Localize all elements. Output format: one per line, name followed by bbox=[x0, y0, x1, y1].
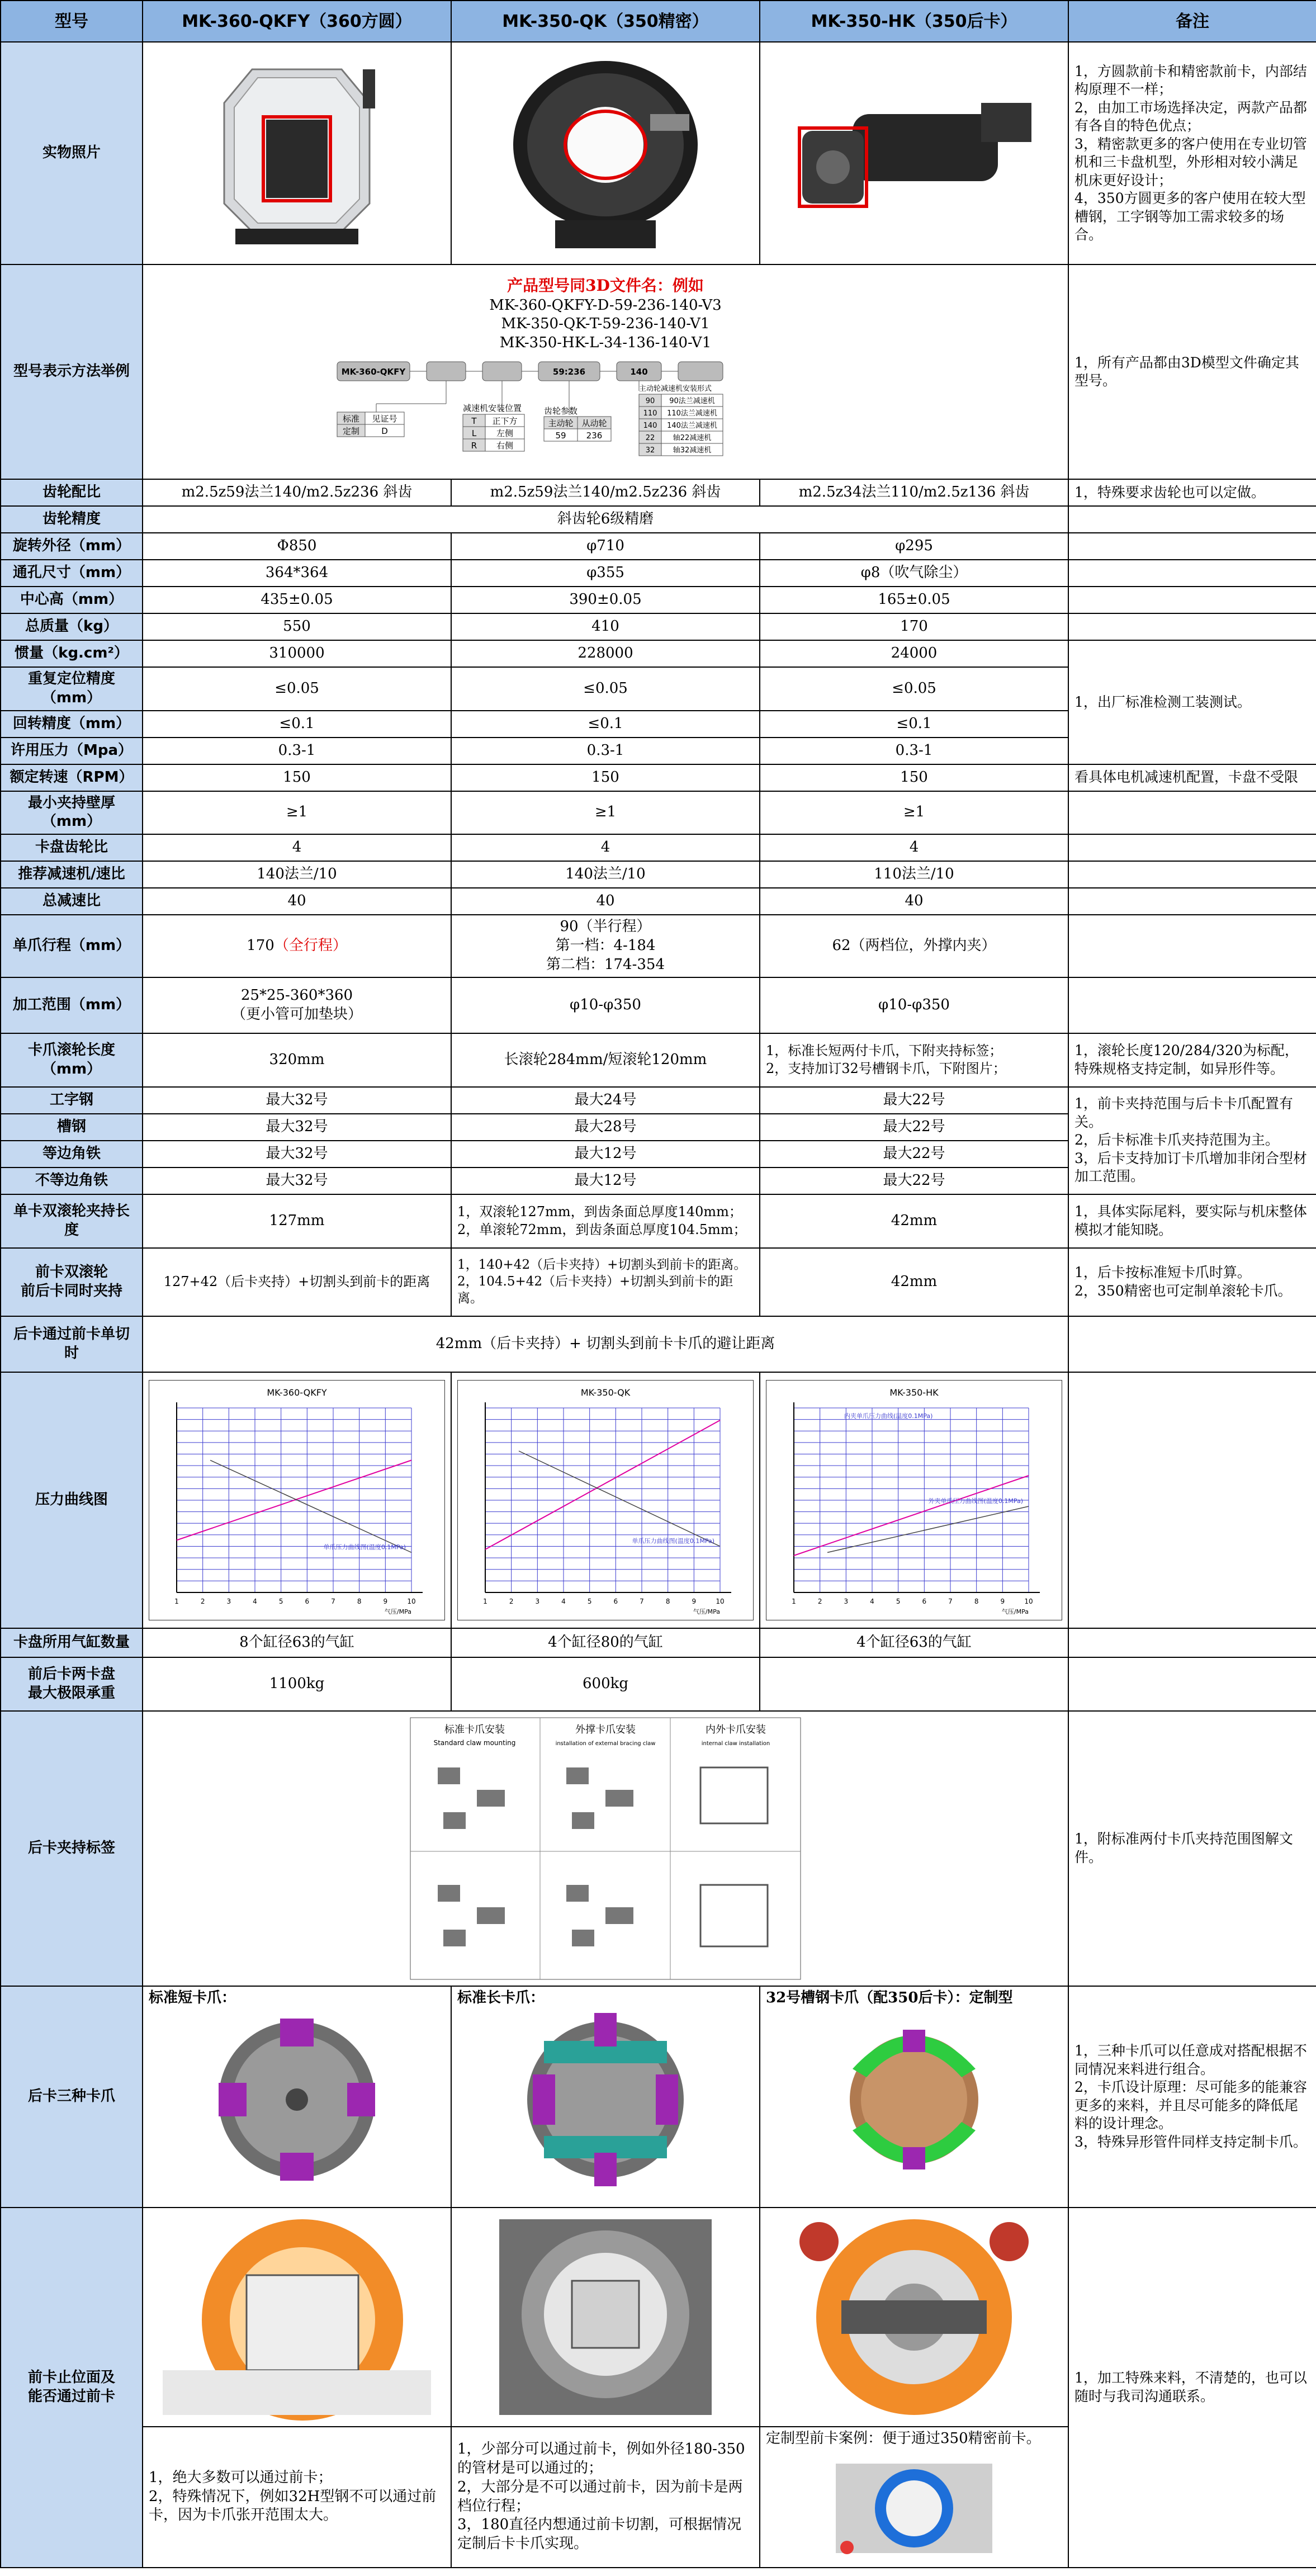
value-cell: 最大22号 bbox=[760, 1141, 1068, 1168]
tick-label: 7 bbox=[948, 1597, 953, 1605]
value-cell: ≥1 bbox=[760, 791, 1068, 835]
value-cell: 8个缸径63的气缸 bbox=[143, 1628, 451, 1657]
row-label-pressure: 许用压力（Mpa） bbox=[1, 738, 143, 764]
diagram-motor-name: 110法兰减速机 bbox=[667, 409, 717, 418]
header-col2: MK-350-QK（350精密） bbox=[451, 1, 760, 42]
value-cell: m2.5z34法兰110/m2.5z136 斜齿 bbox=[760, 479, 1068, 506]
value-cell: ≥1 bbox=[451, 791, 760, 835]
short-jaw-image bbox=[213, 2007, 381, 2192]
row-label-center: 中心高（mm） bbox=[1, 587, 143, 613]
chuck-350-image bbox=[505, 53, 706, 254]
diagram-motor-name: 轴32减速机 bbox=[673, 446, 712, 455]
photo-mk360 bbox=[143, 42, 451, 264]
channel-jaw-image bbox=[830, 2007, 998, 2192]
tick-label: 4 bbox=[253, 1597, 257, 1605]
value-cell: 150 bbox=[143, 764, 451, 791]
empty-note bbox=[1068, 1316, 1316, 1372]
stop-image-cell bbox=[760, 2208, 1068, 2427]
tick-label: 9 bbox=[383, 1597, 388, 1605]
stroke-value: 170 bbox=[247, 937, 274, 954]
row-label-total-ratio: 总减速比 bbox=[1, 888, 143, 915]
diagram-gear-col: 从动轮 bbox=[581, 418, 607, 428]
diagram-gear-title: 齿轮参数 bbox=[544, 405, 578, 416]
value-cell: 40 bbox=[143, 888, 451, 915]
value-cell: φ10-φ350 bbox=[760, 977, 1068, 1033]
diagram-gear-val: 236 bbox=[586, 430, 603, 441]
value-cell: 斜齿轮6级精磨 bbox=[143, 506, 1068, 533]
value-cell: 24000 bbox=[760, 640, 1068, 667]
row-label-channel: 槽钢 bbox=[1, 1114, 143, 1141]
tick-label: 4 bbox=[870, 1597, 874, 1605]
value-cell: 1100kg bbox=[143, 1657, 451, 1711]
photo-mk350qk bbox=[451, 42, 760, 264]
empty-note bbox=[1068, 533, 1316, 560]
empty-note bbox=[1068, 915, 1316, 977]
empty-note bbox=[1068, 861, 1316, 888]
row-label-runout: 回转精度（mm） bbox=[1, 711, 143, 738]
legend-text: 内夹单爪压力曲线(温度0.1MPa) bbox=[844, 1412, 933, 1420]
diagram-install-code: L bbox=[471, 428, 477, 438]
custom-front-chuck-image bbox=[825, 2452, 1003, 2559]
tick-label: 6 bbox=[305, 1597, 310, 1605]
value-cell: 127+42（后卡夹持）+切割头到前卡的距离 bbox=[143, 1248, 451, 1316]
value-cell: 4个缸径63的气缸 bbox=[760, 1628, 1068, 1657]
value-cell: 最大32号 bbox=[143, 1087, 451, 1114]
row-label-speed: 额定转速（RPM） bbox=[1, 764, 143, 791]
value-cell: ≤0.05 bbox=[143, 667, 451, 711]
row-label-max-load: 前后卡两卡盘 最大极限承重 bbox=[1, 1657, 143, 1711]
stop-image-cell bbox=[143, 2208, 451, 2427]
legend-text: 外夹单爪压力曲线图(温度0.1MPa) bbox=[928, 1497, 1023, 1505]
diagram-install-code: R bbox=[471, 440, 477, 451]
note-front-rear: 1，后卡按标准短卡爪时算。 2，350精密也可定制单滚轮卡爪。 bbox=[1068, 1248, 1316, 1316]
row-label-three-jaws: 后卡三种卡爪 bbox=[1, 1986, 143, 2208]
value-cell: 最大22号 bbox=[760, 1087, 1068, 1114]
value-cell: ≥1 bbox=[143, 791, 451, 835]
row-label-model-example: 型号表示方法举例 bbox=[1, 264, 143, 479]
tick-label: 4 bbox=[561, 1597, 566, 1605]
row-label-reducer: 推荐减速机/速比 bbox=[1, 861, 143, 888]
tick-label: 1 bbox=[483, 1597, 487, 1605]
note-model-example: 1，所有产品都由3D模型文件确定其型号。 bbox=[1068, 264, 1316, 479]
x-unit: 气压/MPa bbox=[384, 1608, 411, 1615]
value-cell: 25*25-360*360 （更小管可加垫块） bbox=[143, 977, 451, 1033]
pressure-chart-350hk bbox=[766, 1380, 1062, 1620]
row-label-uneqangle: 不等边角铁 bbox=[1, 1168, 143, 1194]
empty-note bbox=[1068, 1372, 1316, 1628]
tick-label: 3 bbox=[226, 1597, 231, 1605]
tick-label: 9 bbox=[1000, 1597, 1005, 1605]
value-cell: ≤0.05 bbox=[451, 667, 760, 711]
value-cell: 最大32号 bbox=[143, 1141, 451, 1168]
row-label-double-roller: 单卡双滚轮夹持长度 bbox=[1, 1194, 143, 1248]
row-label-bore: 通孔尺寸（mm） bbox=[1, 560, 143, 587]
row-label-rear-cut: 后卡通过前卡单切时 bbox=[1, 1316, 143, 1372]
value-cell: 170 bbox=[760, 613, 1068, 640]
row-label-repeat: 重复定位精度（mm） bbox=[1, 667, 143, 711]
jaw-caption: 标准短卡爪： bbox=[149, 1989, 236, 2006]
diagram-gear-col: 主动轮 bbox=[548, 418, 574, 428]
empty-note bbox=[1068, 977, 1316, 1033]
row-label-rear-label: 后卡夹持标签 bbox=[1, 1711, 143, 1986]
diagram-motor-code: 32 bbox=[645, 446, 655, 455]
value-cell: 最大24号 bbox=[451, 1087, 760, 1114]
row-label-min-wall: 最小夹持壁厚（mm） bbox=[1, 791, 143, 835]
empty-note bbox=[1068, 834, 1316, 861]
value-cell: 62（两档位，外撑内夹） bbox=[760, 915, 1068, 977]
curve-cell bbox=[451, 1372, 760, 1628]
value-cell: 4 bbox=[451, 834, 760, 861]
tick-label: 8 bbox=[665, 1597, 670, 1605]
model-code-diagram bbox=[326, 356, 885, 468]
rear-label-col: 内外卡爪安装 bbox=[706, 1723, 766, 1736]
diagram-install-name: 正下方 bbox=[492, 415, 518, 426]
note-gear-ratio: 1，特殊要求齿轮也可以定做。 bbox=[1068, 479, 1316, 506]
value-cell: 435±0.05 bbox=[143, 587, 451, 613]
pressure-chart-350qk bbox=[457, 1380, 754, 1620]
value-cell: 90（半行程） 第一档：4-184 第二档：174-354 bbox=[451, 915, 760, 977]
header-col3: MK-350-HK（350后卡） bbox=[760, 1, 1068, 42]
stop-case-text: 定制型前卡案例：便于通过350精密前卡。 bbox=[766, 2430, 1041, 2447]
diagram-gear-val: 59 bbox=[555, 430, 566, 441]
value-cell: 最大12号 bbox=[451, 1141, 760, 1168]
long-jaw-image bbox=[522, 2007, 689, 2192]
diagram-std-val: 见证号 bbox=[372, 413, 397, 424]
model-example-line: MK-350-QK-T-59-236-140-V1 bbox=[501, 315, 710, 333]
value-cell: m2.5z59法兰140/m2.5z236 斜齿 bbox=[451, 479, 760, 506]
diagram-install-title: 减速机安装位置 bbox=[463, 403, 522, 413]
curve-cell bbox=[760, 1372, 1068, 1628]
value-cell: 0.3-1 bbox=[760, 738, 1068, 764]
diagram-motor-code: 140 bbox=[643, 421, 657, 430]
value-cell: 1，标准长短两付卡爪，下附夹持标签； 2，支持加订32号槽钢卡爪，下附图片； bbox=[760, 1033, 1068, 1087]
diagram-motor-name: 90法兰减速机 bbox=[669, 396, 715, 405]
diagram-motor-code: 22 bbox=[645, 433, 655, 442]
value-cell: ≤0.1 bbox=[760, 711, 1068, 738]
chuck-360-image bbox=[213, 58, 381, 248]
diagram-speed: 140 bbox=[630, 366, 648, 377]
rear-label-sub: internal claw installation bbox=[701, 1740, 770, 1747]
tick-label: 10 bbox=[716, 1597, 725, 1605]
note-profile: 1，前卡夹持范围与后卡卡爪配置有关。 2，后卡标准卡爪夹持范围为主。 3，后卡支持加订卡爪增加非闭合型材加工范围。 bbox=[1068, 1087, 1316, 1194]
tick-label: 1 bbox=[792, 1597, 796, 1605]
value-cell: 40 bbox=[760, 888, 1068, 915]
tick-label: 10 bbox=[1024, 1597, 1033, 1605]
value-cell: m2.5z59法兰140/m2.5z236 斜齿 bbox=[143, 479, 451, 506]
chart-title: MK-350-QK bbox=[580, 1387, 631, 1398]
tick-label: 6 bbox=[613, 1597, 618, 1605]
tick-label: 8 bbox=[357, 1597, 362, 1605]
note-speed: 看具体电机减速机配置，卡盘不受限 bbox=[1068, 764, 1316, 791]
value-cell: Φ850 bbox=[143, 533, 451, 560]
value-cell: 42mm（后卡夹持）+ 切割头到前卡卡爪的避让距离 bbox=[143, 1316, 1068, 1372]
note-double-roller: 1，具体实际尾料，要实际与机床整体模拟才能知晓。 bbox=[1068, 1194, 1316, 1248]
value-cell: 0.3-1 bbox=[143, 738, 451, 764]
value-cell bbox=[760, 1657, 1068, 1711]
row-label-stop-position: 前卡止位面及 能否通过前卡 bbox=[1, 2208, 143, 2568]
row-label-cylinders: 卡盘所用气缸数量 bbox=[1, 1628, 143, 1657]
value-cell: 150 bbox=[760, 764, 1068, 791]
model-example-cell bbox=[143, 264, 1068, 479]
diagram-cust-val: D bbox=[381, 426, 388, 436]
diagram-motor-name: 轴22减速机 bbox=[673, 433, 712, 442]
stop-text: 1，少部分可以通过前卡，例如外径180-350的管材是可以通过的； 2，大部分是不可以通过前卡，因为前卡是两档位行程； 3，180直径内想通过前卡切割，可根据情况定制后卡卡爪实现。 bbox=[451, 2427, 760, 2568]
value-cell: 最大12号 bbox=[451, 1168, 760, 1194]
value-cell bbox=[143, 915, 451, 977]
value-cell: 最大32号 bbox=[143, 1114, 451, 1141]
value-cell: φ355 bbox=[451, 560, 760, 587]
stop-hk-image bbox=[785, 2214, 1043, 2421]
tick-label: 5 bbox=[278, 1597, 283, 1605]
value-cell: φ710 bbox=[451, 533, 760, 560]
row-label-ibeam: 工字钢 bbox=[1, 1087, 143, 1114]
note-three-jaws: 1，三种卡爪可以任意成对搭配根据不同情况来料进行组合。 2，卡爪设计原理：尽可能多的能兼容更多的来料，并且尽可能多的降低尾料的设计理念。 3，特殊异形管件同样支持定制卡爪。 bbox=[1068, 1986, 1316, 2208]
value-cell: ≤0.05 bbox=[760, 667, 1068, 711]
value-cell: 228000 bbox=[451, 640, 760, 667]
tick-label: 3 bbox=[844, 1597, 849, 1605]
value-cell: 550 bbox=[143, 613, 451, 640]
note-rear-label: 1，附标准两付卡爪夹持范围图解文件。 bbox=[1068, 1711, 1316, 1986]
tick-label: 8 bbox=[974, 1597, 979, 1605]
value-cell: 390±0.05 bbox=[451, 587, 760, 613]
tick-label: 3 bbox=[535, 1597, 540, 1605]
rear-label-col: 标准卡爪安装 bbox=[444, 1723, 505, 1736]
value-cell: 最大22号 bbox=[760, 1168, 1068, 1194]
row-label-front-rear: 前卡双滚轮 前后卡同时夹持 bbox=[1, 1248, 143, 1316]
jaw-cell bbox=[143, 1986, 451, 2208]
header-notes: 备注 bbox=[1068, 1, 1316, 42]
stop-360-image bbox=[152, 2214, 442, 2421]
header-model: 型号 bbox=[1, 1, 143, 42]
diagram-motor-title: 主动轮减速机安装形式 bbox=[639, 384, 712, 393]
row-label-stroke: 单爪行程（mm） bbox=[1, 915, 143, 977]
stop-350-image bbox=[488, 2214, 723, 2421]
legend-text: 单爪压力曲线图(温度0.1MPa) bbox=[323, 1543, 406, 1551]
tick-label: 2 bbox=[817, 1597, 822, 1605]
value-cell: 110法兰/10 bbox=[760, 861, 1068, 888]
row-label-rot-dia: 旋转外径（mm） bbox=[1, 533, 143, 560]
tick-label: 9 bbox=[692, 1597, 697, 1605]
stop-text: 1，绝大多数可以通过前卡； 2，特殊情况下，例如32H型钢不可以通过前卡，因为卡爪张开范围太大。 bbox=[143, 2427, 451, 2568]
jaw-cell bbox=[451, 1986, 760, 2208]
row-label-eqangle: 等边角铁 bbox=[1, 1141, 143, 1168]
empty-note bbox=[1068, 791, 1316, 835]
value-cell: 42mm bbox=[760, 1194, 1068, 1248]
tick-label: 5 bbox=[896, 1597, 901, 1605]
note-photo: 1，方圆款前卡和精密款前卡，内部结构原理不一样； 2，由加工市场选择决定，两款产品都有各自的特色优点； 3，精密款更多的客户使用在专业切管机和三卡盘机型，外形相对较小满足机床更好设计； 4，350方圆更多的客户使用在较大型槽钢，工字钢等加工需求较多的场合。 bbox=[1068, 42, 1316, 264]
value-cell: 150 bbox=[451, 764, 760, 791]
value-cell: 1，双滚轮127mm，到齿条面总厚度140mm； 2，单滚轮72mm，到齿条面总厚度104.5mm； bbox=[451, 1194, 760, 1248]
diagram-motor-code: 110 bbox=[643, 409, 657, 418]
value-cell: 4 bbox=[760, 834, 1068, 861]
value-cell: 310000 bbox=[143, 640, 451, 667]
value-cell: 4个缸径80的气缸 bbox=[451, 1628, 760, 1657]
diagram-motor-code: 90 bbox=[645, 396, 655, 405]
tick-label: 6 bbox=[922, 1597, 927, 1605]
empty-note bbox=[1068, 1628, 1316, 1657]
value-cell: 最大28号 bbox=[451, 1114, 760, 1141]
value-cell: 4 bbox=[143, 834, 451, 861]
empty-note bbox=[1068, 587, 1316, 613]
empty-note bbox=[1068, 560, 1316, 587]
rear-label-sheet bbox=[410, 1717, 801, 1980]
value-cell: φ295 bbox=[760, 533, 1068, 560]
tick-label: 5 bbox=[587, 1597, 592, 1605]
jaw-caption: 标准长卡爪： bbox=[457, 1989, 545, 2006]
value-cell: φ8（吹气除尘） bbox=[760, 560, 1068, 587]
value-cell: 165±0.05 bbox=[760, 587, 1068, 613]
note-roller: 1，滚轮长度120/284/320为标配，特殊规格支持定制，如异形件等。 bbox=[1068, 1033, 1316, 1087]
curve-cell bbox=[143, 1372, 451, 1628]
value-cell: 长滚轮284mm/短滚轮120mm bbox=[451, 1033, 760, 1087]
value-cell: 140法兰/10 bbox=[451, 861, 760, 888]
row-label-gear-precision: 齿轮精度 bbox=[1, 506, 143, 533]
rear-label-sub: Standard claw mounting bbox=[433, 1738, 516, 1747]
x-unit: 气压/MPa bbox=[1001, 1608, 1029, 1615]
row-label-pressure-curve: 压力曲线图 bbox=[1, 1372, 143, 1628]
photo-mk350hk bbox=[760, 42, 1068, 264]
row-label-gear-ratio2: 卡盘齿轮比 bbox=[1, 834, 143, 861]
value-cell: 600kg bbox=[451, 1657, 760, 1711]
value-cell: 最大22号 bbox=[760, 1114, 1068, 1141]
header-col1: MK-360-QKFY（360方圆） bbox=[143, 1, 451, 42]
stop-case-cell bbox=[760, 2427, 1068, 2568]
value-cell: 410 bbox=[451, 613, 760, 640]
chuck-hk-image bbox=[791, 81, 1037, 226]
row-label-weight: 总质量（kg） bbox=[1, 613, 143, 640]
value-cell: 127mm bbox=[143, 1194, 451, 1248]
diagram-cust-label: 定制 bbox=[342, 426, 360, 436]
value-cell: 0.3-1 bbox=[451, 738, 760, 764]
tick-label: 2 bbox=[509, 1597, 514, 1605]
stop-image-cell bbox=[451, 2208, 760, 2427]
value-cell: 最大32号 bbox=[143, 1168, 451, 1194]
value-cell: 1，140+42（后卡夹持）+切割头到前卡的距离。 2，104.5+42（后卡夹持）+切割头到前卡的距离。 bbox=[451, 1248, 760, 1316]
value-cell: 40 bbox=[451, 888, 760, 915]
value-cell: 364*364 bbox=[143, 560, 451, 587]
tick-label: 7 bbox=[331, 1597, 335, 1605]
jaw-cell bbox=[760, 1986, 1068, 2208]
stroke-full: （全行程） bbox=[274, 937, 347, 954]
x-unit: 气压/MPa bbox=[693, 1608, 720, 1615]
diagram-install-name: 左侧 bbox=[496, 428, 514, 438]
value-cell: 320mm bbox=[143, 1033, 451, 1087]
row-label-gear-ratio: 齿轮配比 bbox=[1, 479, 143, 506]
diagram-install-code: T bbox=[471, 415, 477, 426]
row-label-range: 加工范围（mm） bbox=[1, 977, 143, 1033]
empty-note bbox=[1068, 613, 1316, 640]
diagram-code: MK-360-QKFY bbox=[341, 366, 406, 377]
note-accuracy: 1，出厂标准检测工装测试。 bbox=[1068, 640, 1316, 764]
rear-label-col: 外撑卡爪安装 bbox=[575, 1723, 636, 1736]
value-cell: ≤0.1 bbox=[143, 711, 451, 738]
pressure-chart-360 bbox=[149, 1380, 445, 1620]
empty-note bbox=[1068, 506, 1316, 533]
diagram-std-label: 标准 bbox=[342, 413, 360, 424]
note-stop-position: 1，加工特殊来料，不清楚的，也可以随时与我司沟通联系。 bbox=[1068, 2208, 1316, 2568]
legend-text: 单爪压力曲线图(温度0.1MPa) bbox=[632, 1537, 714, 1545]
tick-label: 10 bbox=[407, 1597, 416, 1605]
chart-title: MK-350-HK bbox=[889, 1387, 939, 1398]
row-label-photo: 实物照片 bbox=[1, 42, 143, 264]
empty-note bbox=[1068, 1657, 1316, 1711]
tick-label: 2 bbox=[200, 1597, 205, 1605]
diagram-install-name: 右侧 bbox=[496, 440, 514, 451]
tick-label: 1 bbox=[174, 1597, 179, 1605]
rear-label-cell bbox=[143, 1711, 1068, 1986]
tick-label: 7 bbox=[640, 1597, 644, 1605]
chart-title: MK-360-QKFY bbox=[267, 1387, 327, 1398]
model-example-line: MK-360-QKFY-D-59-236-140-V3 bbox=[489, 296, 722, 314]
value-cell: 140法兰/10 bbox=[143, 861, 451, 888]
value-cell: ≤0.1 bbox=[451, 711, 760, 738]
jaw-caption: 32号槽钢卡爪（配350后卡）：定制型 bbox=[766, 1989, 1013, 2006]
empty-note bbox=[1068, 888, 1316, 915]
diagram-motor-name: 140法兰减速机 bbox=[667, 421, 717, 430]
model-example-line: MK-350-HK-L-34-136-140-V1 bbox=[499, 334, 712, 352]
rear-label-sub: installation of external bracing claw bbox=[555, 1740, 656, 1747]
row-label-inertia: 惯量（kg.cm²） bbox=[1, 640, 143, 667]
row-label-roller: 卡爪滚轮长度（mm） bbox=[1, 1033, 143, 1087]
value-cell: 42mm bbox=[760, 1248, 1068, 1316]
model-example-title: 产品型号同3D文件名：例如 bbox=[507, 276, 704, 295]
diagram-ratio: 59:236 bbox=[552, 366, 586, 377]
value-cell: φ10-φ350 bbox=[451, 977, 760, 1033]
